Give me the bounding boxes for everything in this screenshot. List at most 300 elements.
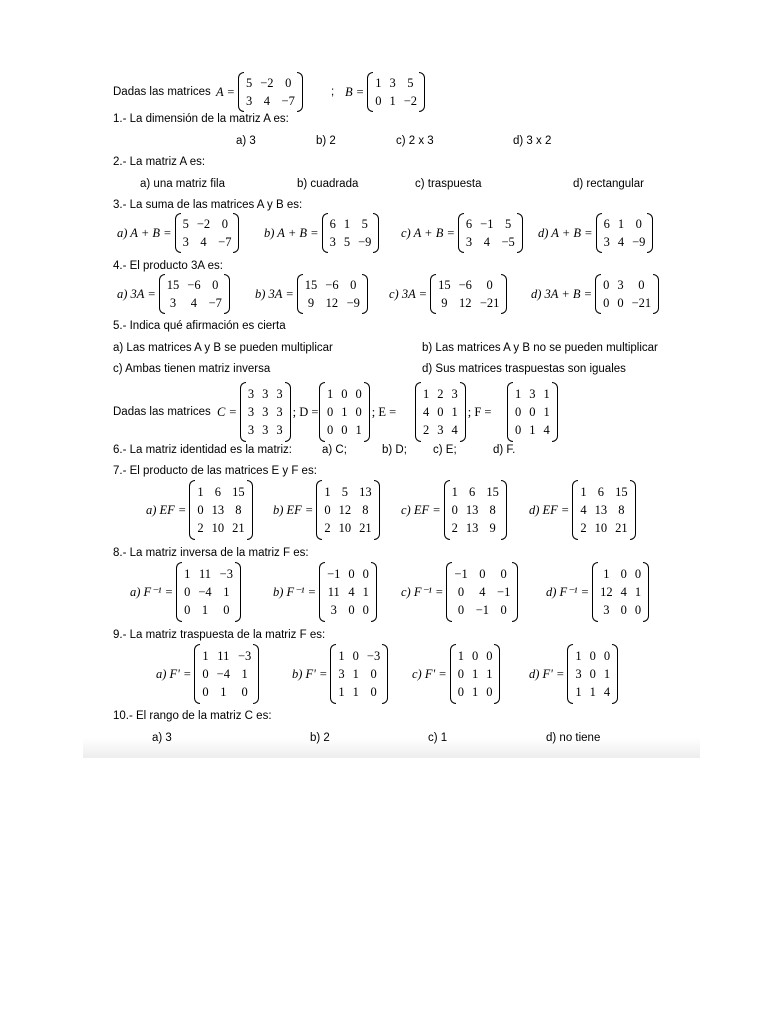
matrix-E-cell-0-0: 1 (423, 387, 430, 401)
q7-option-d-cell-1-1: 13 (594, 503, 608, 517)
matrix-C-cell-1-0: 3 (247, 405, 255, 419)
q7-option-a-grid (195, 481, 246, 539)
q7-option-a-cell-2-1: 10 (211, 521, 225, 535)
q8-option-c-cell-1-0: 0 (457, 585, 465, 599)
q6-option-b[interactable]: b) D; (382, 444, 407, 456)
matrix-F-cell-0-2: 1 (543, 387, 550, 401)
q4-option-a[interactable] (117, 274, 230, 314)
q7-option-b-grid (322, 481, 373, 539)
q4-option-a-label: a) 3A = (117, 286, 156, 301)
q1-option-b[interactable]: b) 2 (316, 135, 336, 147)
q8-option-b-grid (325, 563, 371, 621)
q3-option-c-cell-0-0: 6 (465, 217, 473, 231)
matrix-A (216, 72, 303, 112)
q4-option-c-cell-1-0: 9 (441, 296, 448, 310)
q9-option-a-cell-0-0: 1 (202, 649, 209, 663)
q2-option-c[interactable]: c) traspuesta (415, 178, 482, 190)
q8-option-b-cell-0-2: 0 (362, 567, 369, 581)
matrix-B-cell-0-1: 3 (389, 76, 396, 90)
q9-option-c-cell-2-0: 0 (457, 685, 464, 699)
matrix-F-grid (513, 383, 552, 441)
matrix-F-cell-1-1: 0 (529, 405, 536, 419)
q3-option-a-cell-0-0: 5 (182, 217, 189, 231)
q9-option-b-cell-1-0: 3 (338, 667, 345, 681)
q7-option-c-cell-0-0: 1 (451, 485, 458, 499)
q7-option-b-right-bracket (374, 480, 380, 540)
matrix-F-cell-1-2: 1 (543, 405, 550, 419)
q4-option-d-cell-0-0: 0 (603, 278, 610, 292)
q7-option-b-label: b) EF = (273, 502, 314, 517)
q3-option-d-cell-1-1: 4 (617, 235, 625, 249)
q9-option-d-cell-0-2: 0 (603, 649, 611, 663)
q7-option-a[interactable] (146, 480, 253, 540)
q8-option-d-cell-2-2: 0 (634, 603, 642, 617)
q7-option-b-cell-2-2: 21 (359, 521, 372, 535)
matrix-E-cell-0-1: 2 (437, 387, 444, 401)
q3-option-c-cell-0-1: −1 (480, 217, 494, 231)
q10-option-c[interactable]: c) 1 (428, 732, 448, 744)
q9-option-c-cell-1-0: 0 (457, 667, 464, 681)
q1-option-a[interactable]: a) 3 (236, 135, 256, 147)
q7-option-d[interactable] (529, 480, 636, 540)
matrix-F-cell-1-0: 0 (515, 405, 522, 419)
q3-option-d-right-bracket (647, 213, 653, 253)
matrix-C-grid (246, 383, 285, 441)
q3-option-d-cell-0-2: 0 (635, 217, 642, 231)
q9-option-b-cell-1-1: 1 (352, 667, 359, 681)
q4-option-b-cell-0-2: 0 (350, 278, 357, 292)
q7-option-d-cell-0-0: 1 (580, 485, 587, 499)
q9-option-d-grid (573, 645, 612, 703)
q3-stem: 3.- La suma de las matrices A y B es: (113, 199, 303, 211)
q9-option-d-cell-1-2: 1 (603, 667, 611, 681)
q8-option-a[interactable] (130, 562, 241, 622)
q3-option-a[interactable] (117, 213, 239, 253)
q3-option-c-cell-0-2: 5 (505, 217, 512, 231)
q3-option-a-cell-0-2: 0 (221, 217, 228, 231)
matrix-F-right-bracket (552, 382, 558, 442)
q9-option-d-cell-0-1: 0 (589, 649, 596, 663)
q8-option-a-cell-1-2: 1 (223, 585, 230, 599)
q8-option-a-cell-1-1: −4 (198, 585, 212, 599)
q4-option-c-cell-0-2: 0 (486, 278, 493, 292)
q7-option-b-cell-1-1: 12 (338, 503, 352, 517)
q9-option-a-label: a) F' = (156, 666, 192, 681)
q4-option-d-cell-0-1: 3 (617, 278, 624, 292)
q5-option-a[interactable]: a) Las matrices A y B se pueden multiplicar (113, 342, 333, 354)
q7-option-b[interactable] (273, 480, 380, 540)
q7-option-b-cell-1-2: 8 (362, 503, 369, 517)
matrix-C-label: C = (217, 404, 237, 419)
q8-option-c-cell-2-0: 0 (457, 603, 465, 617)
q4-option-d-cell-0-2: 0 (638, 278, 645, 292)
q7-option-a-cell-0-1: 6 (214, 485, 221, 499)
q9-option-b-cell-2-2: 0 (370, 685, 377, 699)
q9-option-b-right-bracket (382, 644, 388, 704)
q3-option-b-cell-1-1: 5 (343, 235, 351, 249)
q3-option-b[interactable] (264, 213, 379, 253)
matrix-E-grid (421, 383, 460, 441)
q8-option-a-cell-1-0: 0 (184, 585, 191, 599)
q9-option-a-right-bracket (253, 644, 259, 704)
q9-option-d-cell-1-0: 3 (575, 667, 582, 681)
q3-option-d-grid (602, 213, 648, 253)
q4-option-b-cell-1-0: 9 (307, 296, 315, 310)
matrix-D-cell-2-2: 1 (355, 423, 362, 437)
q7-option-d-cell-0-1: 6 (597, 485, 604, 499)
q4-option-c-cell-0-1: −6 (458, 278, 472, 292)
q4-option-c-cell-1-1: 12 (458, 296, 472, 310)
q8-option-b-cell-0-1: 0 (348, 567, 355, 581)
q10-stem: 10.- El rango de la matriz C es: (113, 710, 272, 722)
q3-option-b-grid (328, 213, 374, 253)
q3-option-d-label: d) A + B = (538, 225, 593, 240)
matrix-A-cell-1-1: 4 (263, 94, 271, 108)
matrix-F (507, 382, 558, 442)
q8-option-d-cell-0-0: 1 (603, 567, 610, 581)
q9-option-c-label: c) F' = (412, 666, 447, 681)
q7-option-c-cell-2-1: 13 (465, 521, 479, 535)
matrix-B-label: B = (345, 84, 365, 99)
matrix-D-grid (325, 383, 364, 441)
q8-option-d-grid (598, 563, 643, 621)
q9-option-d-label: d) F' = (529, 666, 565, 681)
q4-option-c-right-bracket (501, 274, 507, 314)
q7-option-a-cell-2-2: 21 (232, 521, 245, 535)
q3-option-a-grid (181, 213, 234, 253)
q7-option-a-cell-1-2: 8 (235, 503, 242, 517)
q7-option-a-right-bracket (247, 480, 253, 540)
q3-option-b-label: b) A + B = (264, 225, 319, 240)
q7-option-c-right-bracket (501, 480, 507, 540)
matrix-F-cell-2-1: 1 (529, 423, 536, 437)
q4-option-d-cell-1-0: 0 (603, 296, 610, 310)
q4-option-a-cell-0-0: 15 (166, 278, 180, 292)
matrix-B (345, 72, 425, 112)
q7-option-d-cell-2-0: 2 (580, 521, 587, 535)
q4-option-b-label: b) 3A = (255, 286, 294, 301)
q9-option-c[interactable] (412, 644, 500, 704)
q4-option-c-cell-0-0: 15 (438, 278, 451, 292)
q7-option-d-grid (578, 481, 629, 539)
q8-option-c-cell-0-2: 0 (500, 567, 507, 581)
q7-option-d-cell-0-2: 15 (615, 485, 628, 499)
q4-option-a-cell-1-0: 3 (169, 296, 177, 310)
q4-option-b-cell-0-1: −6 (325, 278, 339, 292)
q9-option-d-cell-2-2: 4 (603, 685, 611, 699)
matrix-D-cell-2-1: 0 (341, 423, 348, 437)
q9-option-b-cell-1-2: 0 (370, 667, 377, 681)
q4-option-c[interactable] (389, 274, 507, 314)
q7-option-d-label: d) EF = (529, 502, 570, 517)
q8-option-d[interactable] (546, 562, 649, 622)
q8-option-a-cell-0-2: −3 (219, 567, 233, 581)
q4-option-c-cell-1-2: −21 (479, 296, 500, 310)
q9-option-c-cell-1-2: 1 (486, 667, 493, 681)
q9-option-c-grid (456, 645, 495, 703)
q3-option-a-cell-1-1: 4 (200, 235, 207, 249)
matrix-C-cell-2-1: 3 (262, 423, 269, 437)
matrix-A-cell-1-0: 3 (245, 94, 253, 108)
matrix-E (415, 382, 491, 442)
q8-option-d-cell-1-2: 1 (634, 585, 642, 599)
q4-option-d[interactable] (531, 274, 659, 314)
q7-option-d-cell-2-2: 21 (615, 521, 628, 535)
q2-option-a[interactable]: a) una matriz fila (140, 178, 226, 190)
q7-option-a-cell-0-0: 1 (197, 485, 204, 499)
q8-option-b-cell-1-1: 4 (348, 585, 355, 599)
matrix-C (217, 382, 318, 442)
matrix-A-label: A = (216, 84, 235, 99)
q4-option-b-grid (303, 274, 362, 314)
q6-option-c[interactable]: c) E; (433, 444, 457, 456)
q1-stem: 1.- La dimensión de la matriz A es: (113, 113, 289, 125)
q8-option-d-cell-0-1: 0 (620, 567, 627, 581)
q9-option-a-cell-2-1: 1 (220, 685, 227, 699)
q3-option-b-cell-1-2: −9 (358, 235, 372, 249)
q8-option-a-right-bracket (235, 562, 241, 622)
matrix-B-right-bracket (419, 72, 425, 112)
q4-stem: 4.- El producto 3A es: (113, 260, 223, 272)
q3-option-d-cell-0-0: 6 (603, 217, 610, 231)
header-separator: ; (331, 86, 335, 98)
q8-option-d-cell-1-0: 12 (600, 585, 613, 599)
q4-option-d-cell-1-2: −21 (631, 296, 652, 310)
q8-option-a-grid (182, 563, 235, 621)
q9-option-c-cell-0-1: 0 (471, 649, 479, 663)
matrix-D-cell-1-2: 0 (355, 405, 362, 419)
q4-option-c-grid (436, 274, 501, 314)
matrix-C-cell-2-0: 3 (247, 423, 255, 437)
q8-stem: 8.- La matriz inversa de la matriz F es: (113, 547, 309, 559)
q9-option-a-cell-1-1: −4 (216, 667, 230, 681)
matrix-E-cell-0-2: 3 (451, 387, 458, 401)
q7-option-c-cell-2-0: 2 (451, 521, 458, 535)
q9-option-b[interactable] (292, 644, 388, 704)
q9-option-d-cell-2-1: 1 (589, 685, 596, 699)
q10-option-d[interactable]: d) no tiene (546, 732, 601, 744)
q1-option-d[interactable]: d) 3 x 2 (513, 135, 552, 147)
q9-option-a-cell-0-1: 11 (217, 649, 230, 663)
q8-option-d-right-bracket (643, 562, 649, 622)
q4-option-b[interactable] (255, 274, 368, 314)
q3-option-a-cell-1-2: −7 (218, 235, 232, 249)
q7-option-a-cell-0-2: 15 (232, 485, 245, 499)
q4-option-b-cell-1-2: −9 (346, 296, 360, 310)
q3-option-b-cell-0-2: 5 (361, 217, 368, 231)
q10-option-b[interactable]: b) 2 (310, 732, 330, 744)
q7-option-c-cell-1-1: 13 (465, 503, 479, 517)
q7-option-c-grid (450, 481, 501, 539)
q9-option-d[interactable] (529, 644, 618, 704)
q9-option-a-cell-1-2: 1 (241, 667, 248, 681)
matrix-B-cell-0-2: 5 (407, 76, 414, 90)
q4-option-b-cell-1-1: 12 (325, 296, 339, 310)
header-intro: Dadas las matrices (113, 86, 211, 98)
q9-option-a-cell-1-0: 0 (202, 667, 209, 681)
q8-option-c-cell-2-1: −1 (475, 603, 490, 617)
q9-option-a-grid (200, 645, 253, 703)
matrix-C-cell-0-1: 3 (262, 387, 269, 401)
matrix-D-cell-1-1: 1 (341, 405, 348, 419)
q9-option-b-cell-0-2: −3 (366, 649, 381, 663)
q7-option-c-label: c) EF = (401, 502, 441, 517)
q3-option-c-label: c) A + B = (401, 225, 455, 240)
q8-option-d-cell-1-1: 4 (620, 585, 627, 599)
q9-option-a-cell-2-0: 0 (202, 685, 209, 699)
q7-option-b-cell-0-1: 5 (341, 485, 348, 499)
q8-option-a-cell-2-2: 0 (223, 603, 230, 617)
matrix-A-cell-0-2: 0 (285, 76, 292, 90)
matrix-E-cell-1-1: 0 (437, 405, 444, 419)
q7-option-c-cell-0-1: 6 (469, 485, 476, 499)
q7-option-d-cell-1-2: 8 (618, 503, 625, 517)
q9-option-b-cell-2-1: 1 (352, 685, 359, 699)
matrix-B-cell-0-0: 1 (375, 76, 382, 90)
q8-option-c-right-bracket (512, 562, 518, 622)
q8-option-c-cell-2-2: 0 (500, 603, 507, 617)
q3-option-d-cell-1-0: 3 (603, 235, 610, 249)
q4-option-d-right-bracket (653, 274, 659, 314)
q4-option-c-label: c) 3A = (389, 286, 428, 301)
q9-option-c-cell-2-1: 1 (471, 685, 479, 699)
q4-option-b-cell-0-0: 15 (304, 278, 318, 292)
q8-option-b-cell-2-1: 0 (348, 603, 355, 617)
matrix-A-grid (244, 72, 297, 112)
q9-option-b-label: b) F' = (292, 666, 328, 681)
q8-option-a-cell-0-0: 1 (184, 567, 191, 581)
q3-option-c-grid (464, 213, 517, 253)
matrix-E-trailing: ; F = (467, 404, 492, 419)
q8-option-b-label: b) F⁻¹ = (273, 585, 317, 599)
matrix-D-cell-2-0: 0 (327, 423, 334, 437)
q9-option-b-cell-0-1: 0 (352, 649, 359, 663)
q9-option-d-cell-1-1: 0 (589, 667, 596, 681)
q9-option-a-cell-0-2: −3 (237, 649, 252, 663)
q4-option-a-grid (165, 274, 224, 314)
q3-option-b-cell-1-0: 3 (329, 235, 336, 249)
q8-option-b-cell-1-2: 1 (362, 585, 369, 599)
q7-option-c[interactable] (401, 480, 507, 540)
matrix-E-cell-2-2: 4 (451, 423, 458, 437)
q8-option-a-cell-0-1: 11 (198, 567, 212, 581)
q6-option-d[interactable]: d) F. (493, 444, 516, 456)
q5-option-b[interactable]: b) Las matrices A y B no se pueden multiplicar (422, 342, 658, 354)
matrix-D-cell-0-1: 0 (341, 387, 348, 401)
matrix-F-cell-2-2: 4 (543, 423, 550, 437)
q2-option-b[interactable]: b) cuadrada (297, 178, 359, 190)
matrix-C-cell-1-1: 3 (262, 405, 269, 419)
q3-option-c[interactable] (401, 213, 523, 253)
q3-option-d[interactable] (538, 213, 653, 253)
q9-option-c-cell-0-2: 0 (486, 649, 493, 663)
q8-option-c[interactable] (401, 562, 518, 622)
q5-option-d[interactable]: d) Sus matrices traspuestas son iguales (422, 363, 626, 375)
q3-option-b-cell-0-0: 6 (329, 217, 336, 231)
q7-option-b-cell-2-1: 10 (338, 521, 352, 535)
q7-option-d-cell-2-1: 10 (594, 521, 608, 535)
matrix-D (319, 382, 396, 442)
matrix-E-cell-1-0: 4 (423, 405, 430, 419)
matrix-A-cell-0-0: 5 (245, 76, 253, 90)
q7-option-c-cell-0-2: 15 (486, 485, 499, 499)
q9-option-d-cell-0-0: 1 (575, 649, 582, 663)
q3-option-a-right-bracket (233, 213, 239, 253)
q8-option-c-cell-1-2: −1 (497, 585, 511, 599)
q8-option-b-cell-1-0: 11 (327, 585, 340, 599)
q7-option-b-cell-0-0: 1 (324, 485, 331, 499)
q6-option-a[interactable]: a) C; (322, 444, 347, 456)
q4-option-a-cell-0-1: −6 (187, 278, 201, 292)
matrix-D-cell-0-2: 0 (355, 387, 362, 401)
q9-option-b-cell-0-0: 1 (338, 649, 345, 663)
q8-option-d-label: d) F⁻¹ = (546, 585, 590, 599)
q8-option-c-cell-0-0: −1 (454, 567, 468, 581)
q5-stem: 5.- Indica qué afirmación es cierta (113, 320, 286, 332)
q7-option-a-cell-1-1: 13 (211, 503, 225, 517)
q4-option-a-cell-1-2: −7 (208, 296, 222, 310)
q2-option-d[interactable]: d) rectangular (573, 178, 644, 190)
q8-option-a-label: a) F⁻¹ = (130, 585, 174, 599)
matrix-C-cell-0-0: 3 (247, 387, 255, 401)
q7-option-a-cell-2-0: 2 (197, 521, 204, 535)
q3-option-d-cell-1-2: −9 (632, 235, 646, 249)
q7-option-b-cell-2-0: 2 (324, 521, 331, 535)
q8-option-b-cell-2-2: 0 (362, 603, 369, 617)
q7-option-c-cell-1-2: 8 (489, 503, 496, 517)
q9-stem: 9.- La matriz traspuesta de la matriz F es: (113, 629, 326, 641)
q5-option-c[interactable]: c) Ambas tienen matriz inversa (113, 363, 271, 375)
q6-stem: 6.- La matriz identidad es la matriz: (113, 444, 292, 456)
exercise-sheet (83, 66, 700, 758)
q3-option-d-cell-0-1: 1 (617, 217, 625, 231)
q4-option-a-cell-0-2: 0 (212, 278, 219, 292)
q7-option-d-cell-1-0: 4 (580, 503, 587, 517)
matrix-A-right-bracket (297, 72, 303, 112)
q8-option-b-cell-0-0: −1 (327, 567, 341, 581)
q8-option-b-right-bracket (371, 562, 377, 622)
q4-option-a-cell-1-1: 4 (190, 296, 198, 310)
q3-option-b-cell-0-1: 1 (343, 217, 351, 231)
q7-option-c-cell-1-0: 0 (451, 503, 458, 517)
q9-option-c-right-bracket (494, 644, 500, 704)
q8-option-a-cell-2-0: 0 (184, 603, 191, 617)
q7-option-b-cell-1-0: 0 (324, 503, 331, 517)
matrix-C-cell-1-2: 3 (276, 405, 283, 419)
q3-option-a-cell-0-1: −2 (196, 217, 211, 231)
q8-option-d-cell-2-0: 3 (603, 603, 610, 617)
q10-option-a[interactable]: a) 3 (152, 732, 172, 744)
q8-option-c-label: c) F⁻¹ = (401, 585, 444, 599)
matrix-C-cell-0-2: 3 (276, 387, 283, 401)
q7-option-b-cell-0-2: 13 (359, 485, 372, 499)
q9-option-d-right-bracket (612, 644, 618, 704)
q3-option-c-cell-1-1: 4 (483, 235, 490, 249)
q4-option-b-right-bracket (362, 274, 368, 314)
q1-option-c[interactable]: c) 2 x 3 (396, 135, 434, 147)
q3-option-a-cell-1-0: 3 (182, 235, 189, 249)
q9-option-a[interactable] (156, 644, 259, 704)
matrix-E-cell-1-2: 1 (451, 405, 458, 419)
matrix-D-cell-1-0: 0 (327, 405, 334, 419)
matrix-B-grid (373, 72, 419, 112)
q8-option-b[interactable] (273, 562, 377, 622)
q7-option-a-cell-1-0: 0 (197, 503, 204, 517)
matrix-C-trailing: ; D = (292, 404, 319, 419)
matrix-B-cell-1-0: 0 (375, 94, 382, 108)
q8-option-b-cell-2-0: 3 (330, 603, 337, 617)
q7-option-a-label: a) EF = (146, 502, 187, 517)
